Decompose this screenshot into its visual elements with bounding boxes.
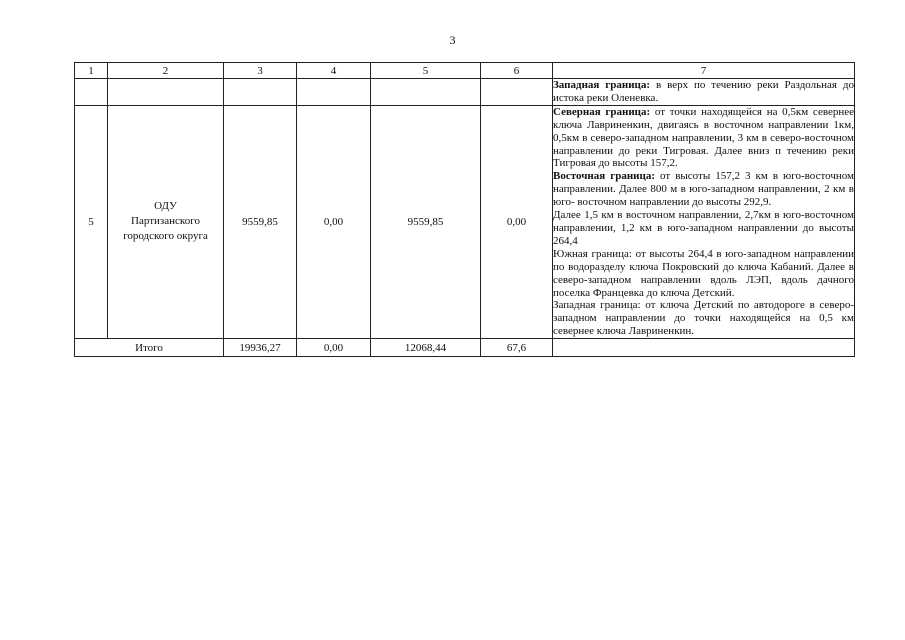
total-col5: 12068,44	[371, 339, 481, 357]
region-name-line: Партизанского	[131, 215, 200, 228]
value-col6: 0,00	[481, 105, 553, 338]
empty-cell	[481, 79, 553, 106]
header-cell: 7	[553, 63, 855, 79]
west-border-text: в верх по течению реки Раздольная до истока реки Оленевка.	[553, 79, 854, 104]
row-number: 5	[75, 105, 108, 338]
south-border-text: Южная граница: от высоты 264,4 в юго-западном направлении по водоразделу ключа Покровский до ключа Кабаний. Далее в северо-западном направлении вдоль ЛЭП, вдоль дачного поселка Францевка до ключа Детский.	[553, 247, 854, 299]
total-col3: 19936,27	[224, 339, 297, 357]
header-cell: 3	[224, 63, 297, 79]
description-cell	[553, 105, 855, 338]
east-border-text-2: Далее 1,5 км в восточном направлении, 2,7км в юго-восточном направлении, 1,2 км в юго-западном направлении до высоты 264,4	[553, 209, 854, 247]
total-label: Итого	[75, 339, 224, 357]
value-col3: 9559,85	[224, 105, 297, 338]
header-cell: 1	[75, 63, 108, 79]
north-border-text: от точки находящейся на 0,5км севернее ключа Лавриненкин, двигаясь в восточном направлении 1км, 0,5км в северо-западном направлении, 3 км в северо-восточном направлении до реки Тигровая. Далее вниз п течению реки Тигровая до высоты 157,2.	[553, 105, 854, 170]
header-cell: 4	[297, 63, 371, 79]
header-cell: 6	[481, 63, 553, 79]
empty-cell	[371, 79, 481, 106]
region-name-line: ОДУ	[154, 200, 177, 213]
header-cell: 2	[108, 63, 224, 79]
west-border-text-2: Западная граница: от ключа Детский по автодороге в северо-западном направлении до точки находящейся на 0,5 км севернее ключа Лавриненкин.	[553, 299, 854, 338]
region-name-line: городского округа	[123, 230, 208, 243]
empty-cell	[553, 339, 855, 357]
empty-cell	[75, 79, 108, 106]
east-border-label: Восточная граница:	[553, 170, 655, 183]
empty-cell	[108, 79, 224, 106]
total-col6: 67,6	[481, 339, 553, 357]
value-col4: 0,00	[297, 105, 371, 338]
east-border-text: от высоты 157,2 3 км в юго-восточном направлении. Далее 800 м в юго-западном направлении, 2 км в юго- восточном направлении до высоты 292,9.	[553, 170, 854, 209]
empty-cell	[297, 79, 371, 106]
header-cell: 5	[371, 63, 481, 79]
west-border-label: Западная граница:	[553, 79, 651, 91]
value-col5: 9559,85	[371, 105, 481, 338]
boundaries-table	[74, 62, 855, 357]
total-row	[75, 339, 855, 357]
empty-cell	[224, 79, 297, 106]
description-cell	[553, 79, 855, 106]
total-col4: 0,00	[297, 339, 371, 357]
table-row-5	[75, 105, 855, 338]
page-number: 3	[449, 33, 456, 47]
table-row-continuation	[75, 79, 855, 106]
region-name-cell	[108, 105, 224, 338]
north-border-label: Северная граница:	[553, 105, 651, 118]
header-row	[75, 63, 855, 79]
